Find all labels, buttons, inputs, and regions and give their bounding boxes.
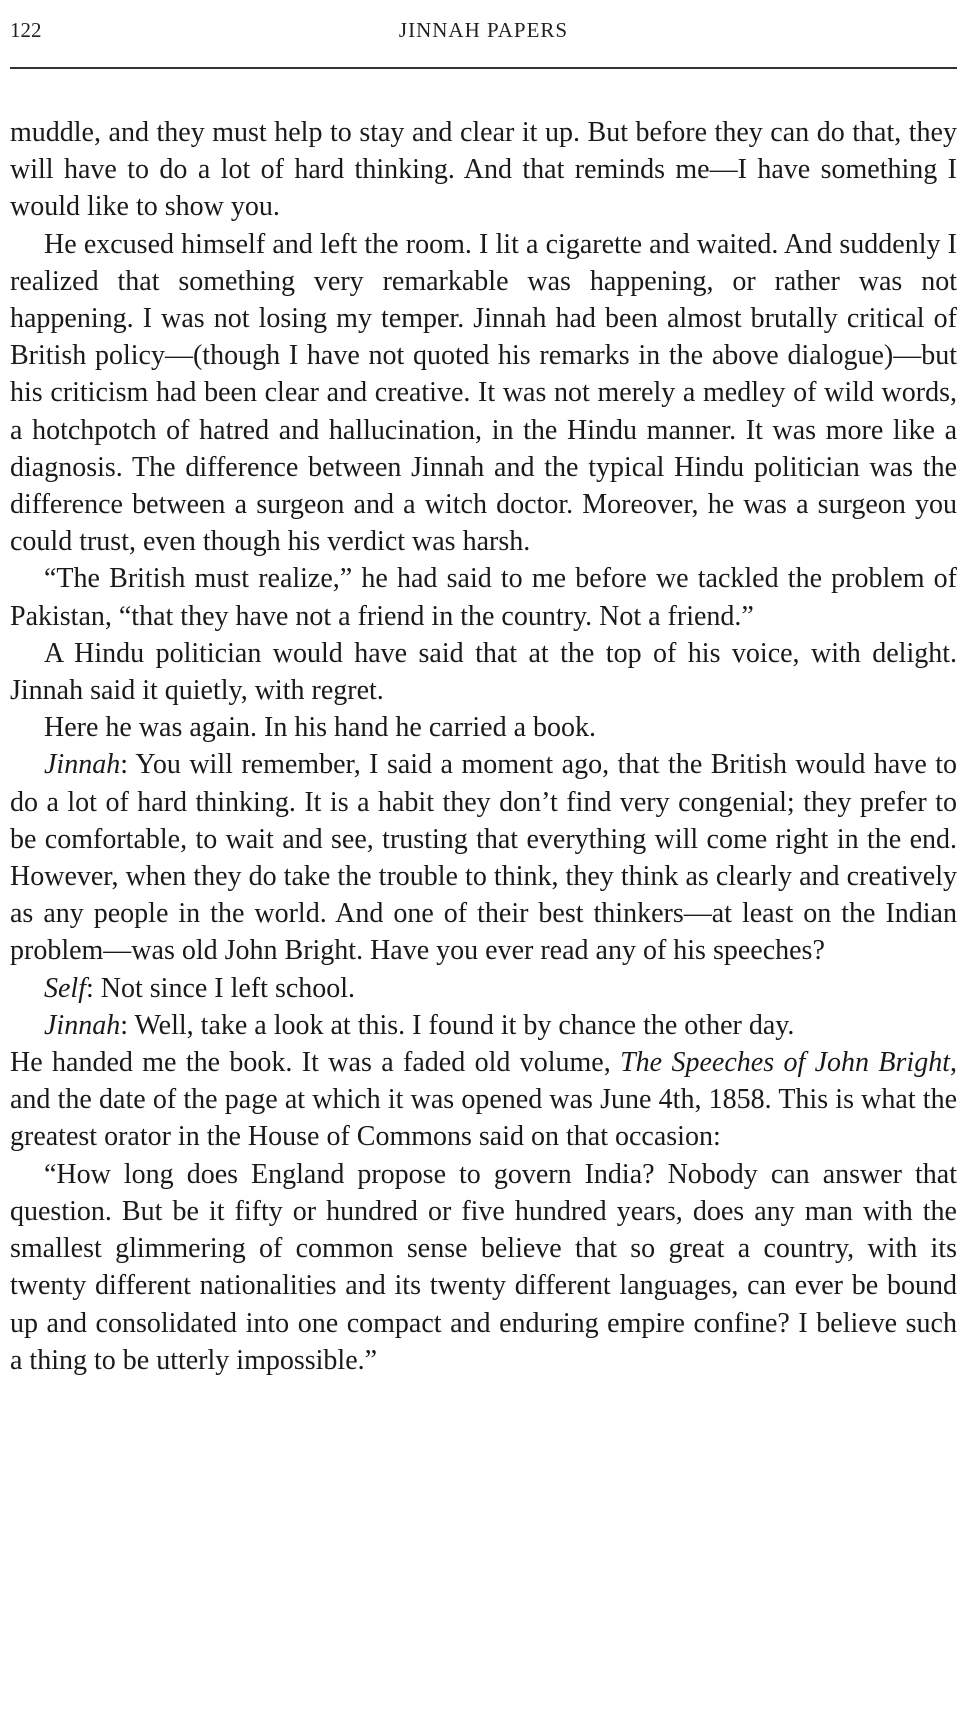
paragraph: Here he was again. In his hand he carried a book. [44,712,597,744]
running-head: JINNAH PAPERS [398,18,569,42]
paragraph-text: , and the date of the page at which it was opened was June 4th, 1858. This is what the greatest orator in the House of Commons said on that occasion: [10,1047,957,1153]
quotation-paragraph: “How long does England propose to govern India? Nobody can answer that question. But be it fifty or hundred or five hundred years, does any man with the smallest glimmering of common sense believe that so great a country, with its twenty different nationalities and its twenty different languages, can ever be bound up and consolidated into one compact and enduring empire confine? I believe such a thing to be utterly impossible.” [10,1158,957,1376]
header-rule [10,67,957,69]
paragraph-text: He handed me the book. It was a faded old volume, [10,1047,621,1079]
speaker-name: Jinnah [44,749,121,781]
paragraph: A Hindu politician would have said that at the top of his voice, with delight. Jinnah said it quietly, with regret. [10,637,957,707]
paragraph: “The British must realize,” he had said to me before we tackled the problem of Pakistan, “that they have not a friend in the country. Not a friend.” [10,563,957,632]
dialogue-paragraph [10,970,957,1007]
dialogue-paragraph [10,746,957,969]
speaker-name: Self [44,972,86,1004]
page-number: 122 [10,18,42,42]
dialogue-text: : Not since I left school. [86,972,356,1004]
dialogue-paragraph [10,1007,957,1044]
page-header [10,14,957,50]
paragraph: muddle, and they must help to stay and clear it up. But before they can do that, they will have to do a lot of hard thinking. And that reminds me—I have something I would like to show you. [10,117,957,223]
speaker-name: Jinnah [44,1009,121,1041]
paragraph [10,1044,957,1156]
body-text [10,114,957,1379]
dialogue-text: : You will remember, I said a moment ago, that the British would have to do a lot of hard thinking. It is a habit they don’t find very congenial; they prefer to be comfortable, to wait and see, trusting that everything will come right in the end. However, when they do take the trouble to think, they think as clearly and creatively as any people in the world. And one of their best thinkers—at least on the Indian problem—was old John Bright. Have you ever read any of his speeches? [10,749,957,967]
book-title: The Speeches of John Bright [620,1047,950,1079]
dialogue-text: : Well, take a look at this. I found it by chance the other day. [120,1009,795,1041]
paragraph: He excused himself and left the room. I lit a cigarette and waited. And suddenly I realized that something very remarkable was happening, or rather was not happening. I was not losing my temper. Jinnah had been almost brutally critical of British policy—(though I have not quoted his remarks in the above dialogue)—but his criticism had been clear and creative. It was not merely a medley of wild words, a hotchpotch of hatred and hallucination, in the Hindu manner. It was more like a diagnosis. The difference between Jinnah and the typical Hindu politician was the difference between a surgeon and a witch doctor. Moreover, he was a surgeon you could trust, even though his verdict was harsh. [10,228,957,558]
